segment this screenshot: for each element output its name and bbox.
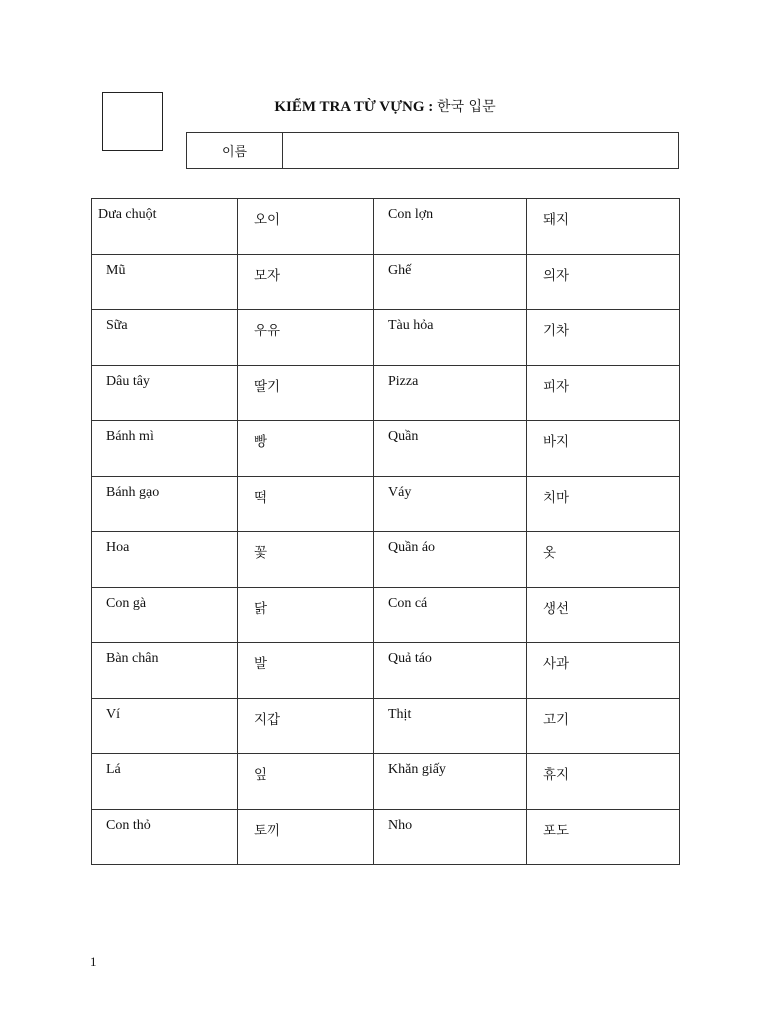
korean-word-cell: 꽃 [238,532,374,588]
korean-word-cell: 지갑 [238,698,374,754]
korean-word-cell: 빵 [238,421,374,477]
vietnamese-word-cell: Bánh mì [92,421,238,477]
name-field[interactable] [283,133,679,169]
vietnamese-word-cell: Mũ [92,254,238,310]
vietnamese-word-cell: Dâu tây [92,365,238,421]
page-title [185,96,585,116]
vocabulary-table [91,198,680,865]
korean-word-cell: 고기 [527,698,680,754]
name-table [186,132,679,169]
table-row [92,643,680,699]
vietnamese-word-cell: Con cá [374,587,527,643]
vietnamese-word-cell: Nho [374,809,527,865]
vietnamese-word-cell: Con gà [92,587,238,643]
title-vietnamese: KIỂM TRA TỪ VỰNG : [274,99,434,115]
table-row [92,476,680,532]
korean-word-cell: 치마 [527,476,680,532]
vietnamese-word-cell: Con thỏ [92,809,238,865]
vietnamese-word-cell: Quần [374,421,527,477]
table-row [92,199,680,255]
vietnamese-word-cell: Lá [92,754,238,810]
korean-word-cell: 오이 [238,199,374,255]
korean-word-cell: 휴지 [527,754,680,810]
vietnamese-word-cell: Váy [374,476,527,532]
korean-word-cell: 의자 [527,254,680,310]
korean-word-cell: 발 [238,643,374,699]
korean-word-cell: 돼지 [527,199,680,255]
table-row [92,809,680,865]
title-korean: 한국 입문 [437,99,496,115]
page-number: 1 [90,954,97,969]
table-row [92,698,680,754]
korean-word-cell: 생선 [527,587,680,643]
vietnamese-word-cell: Bánh gạo [92,476,238,532]
vietnamese-word-cell: Tàu hỏa [374,310,527,366]
korean-word-cell: 피자 [527,365,680,421]
korean-word-cell: 딸기 [238,365,374,421]
korean-word-cell: 모자 [238,254,374,310]
photo-box [102,92,163,151]
vietnamese-word-cell: Ví [92,698,238,754]
korean-word-cell: 사과 [527,643,680,699]
vietnamese-word-cell: Dưa chuột [92,199,238,255]
table-row [92,365,680,421]
vietnamese-word-cell: Sữa [92,310,238,366]
table-row [92,310,680,366]
korean-word-cell: 옷 [527,532,680,588]
korean-word-cell: 떡 [238,476,374,532]
vietnamese-word-cell: Hoa [92,532,238,588]
korean-word-cell: 바지 [527,421,680,477]
vietnamese-word-cell: Khăn giấy [374,754,527,810]
vietnamese-word-cell: Thịt [374,698,527,754]
vietnamese-word-cell: Pizza [374,365,527,421]
table-row [92,254,680,310]
korean-word-cell: 토끼 [238,809,374,865]
vietnamese-word-cell: Quả táo [374,643,527,699]
vocabulary-table-body [92,199,680,865]
vietnamese-word-cell: Ghế [374,254,527,310]
vietnamese-word-cell: Quần áo [374,532,527,588]
korean-word-cell: 기차 [527,310,680,366]
korean-word-cell: 우유 [238,310,374,366]
vietnamese-word-cell: Con lợn [374,199,527,255]
korean-word-cell: 잎 [238,754,374,810]
korean-word-cell: 닭 [238,587,374,643]
table-row [92,532,680,588]
korean-word-cell: 포도 [527,809,680,865]
name-label: 이름 [187,133,283,169]
table-row [92,421,680,477]
vietnamese-word-cell: Bàn chân [92,643,238,699]
table-row [92,754,680,810]
table-row [92,587,680,643]
